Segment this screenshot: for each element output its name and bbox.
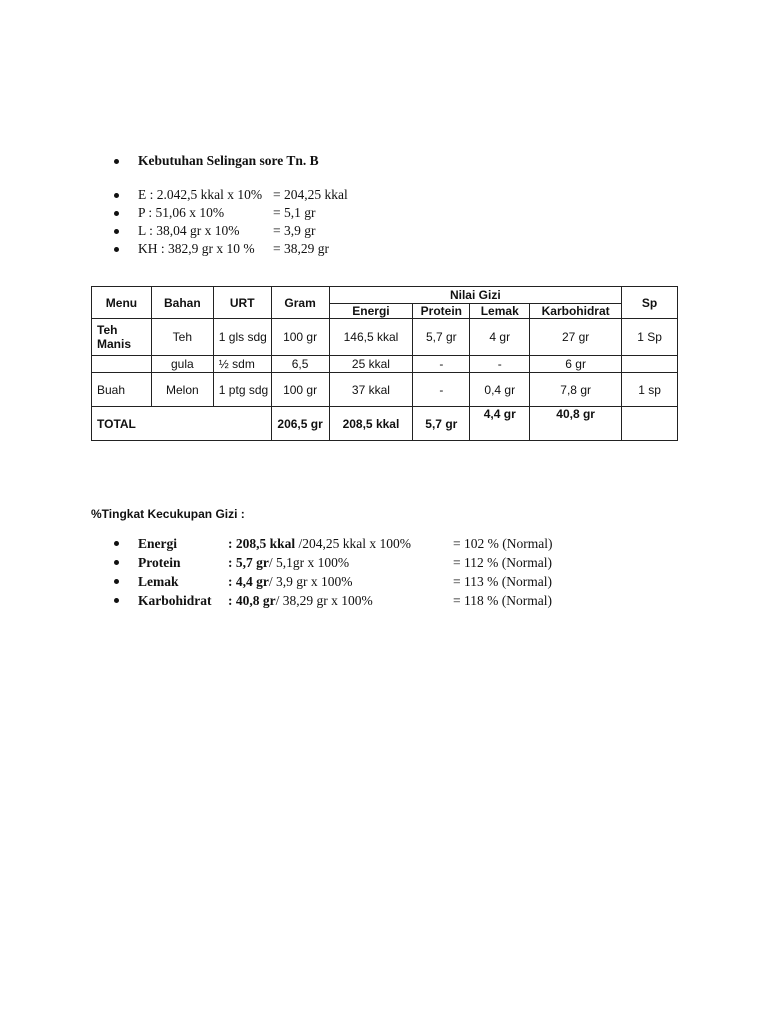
cell-lemak: 4 gr (470, 319, 530, 356)
header-gram: Gram (271, 287, 329, 319)
cell-energi: 25 kkal (329, 356, 413, 373)
table-row (92, 356, 678, 373)
cell-bahan: Melon (151, 373, 213, 407)
header-lemak: Lemak (470, 304, 530, 319)
requirement-item (112, 222, 348, 240)
header-bahan: Bahan (151, 287, 213, 319)
cell-protein: - (413, 356, 470, 373)
header-nilai-gizi: Nilai Gizi (329, 287, 622, 304)
tingkat-result: = 102 % (Normal) (453, 536, 553, 551)
tingkat-value: : 5,7 gr (228, 555, 269, 570)
tingkat-formula: / 5,1gr x 100% (268, 555, 350, 570)
tingkat-result: = 118 % (Normal) (453, 593, 552, 608)
requirement-result: = 204,25 kkal (273, 187, 348, 202)
cell-urt: 1 ptg sdg (213, 373, 271, 407)
cell-karbohidrat: 6 gr (530, 356, 622, 373)
tingkat-label: Protein (138, 555, 181, 570)
cell-total-lemak: 4,4 gr (470, 407, 530, 441)
cell-menu (92, 356, 152, 373)
heading: Kebutuhan Selingan sore Tn. B (112, 152, 319, 170)
requirement-item (112, 186, 348, 204)
cell-sp: 1 Sp (622, 319, 678, 356)
requirement-result: = 3,9 gr (273, 223, 316, 238)
cell-bahan: Teh (151, 319, 213, 356)
requirements-list (112, 186, 348, 258)
tingkat-value: : 208,5 kkal (228, 536, 296, 551)
cell-karbohidrat: 27 gr (530, 319, 622, 356)
cell-lemak: 0,4 gr (470, 373, 530, 407)
cell-menu: Buah (92, 373, 152, 407)
tingkat-label: Karbohidrat (138, 593, 212, 608)
cell-total-energi: 208,5 kkal (329, 407, 413, 441)
cell-gram: 6,5 (271, 356, 329, 373)
requirement-result: = 38,29 gr (273, 241, 329, 256)
cell-total-label: TOTAL (92, 407, 272, 441)
tingkat-value: : 4,4 gr (228, 574, 269, 589)
heading-list (112, 152, 319, 170)
requirement-label: KH : 382,9 gr x 10 % (138, 241, 255, 256)
tingkat-item (112, 553, 552, 572)
tingkat-list (112, 534, 552, 610)
cell-urt: 1 gls sdg (213, 319, 271, 356)
cell-gram: 100 gr (271, 319, 329, 356)
cell-sp: 1 sp (622, 373, 678, 407)
cell-menu: Teh Manis (92, 319, 152, 356)
tingkat-formula: / 3,9 gr x 100% (268, 574, 353, 589)
tingkat-item (112, 572, 552, 591)
requirement-item (112, 240, 348, 258)
table-total-row (92, 407, 678, 441)
requirement-label: E : 2.042,5 kkal x 10% (138, 187, 263, 202)
cell-gram: 100 gr (271, 373, 329, 407)
cell-total-gram: 206,5 gr (271, 407, 329, 441)
tingkat-result: = 113 % (Normal) (453, 574, 552, 589)
cell-total-protein: 5,7 gr (413, 407, 470, 441)
table-header-row (92, 287, 678, 304)
header-protein: Protein (413, 304, 470, 319)
nutrition-table (91, 286, 678, 441)
cell-bahan: gula (151, 356, 213, 373)
table-row (92, 319, 678, 356)
tingkat-formula: / 38,29 gr x 100% (275, 593, 373, 608)
cell-total-sp (622, 407, 678, 441)
tingkat-item (112, 534, 552, 553)
requirement-label: L : 38,04 gr x 10% (138, 223, 240, 238)
cell-sp (622, 356, 678, 373)
header-urt: URT (213, 287, 271, 319)
tingkat-formula: /204,25 kkal x 100% (295, 536, 412, 551)
tingkat-value: : 40,8 gr (228, 593, 276, 608)
header-energi: Energi (329, 304, 413, 319)
tingkat-title: %Tingkat Kecukupan Gizi : (91, 507, 245, 521)
requirement-label: P : 51,06 x 10% (138, 205, 225, 220)
tingkat-label: Energi (138, 536, 177, 551)
requirement-result: = 5,1 gr (273, 205, 316, 220)
cell-protein: 5,7 gr (413, 319, 470, 356)
header-karbohidrat: Karbohidrat (530, 304, 622, 319)
cell-total-karbohidrat: 40,8 gr (530, 407, 622, 441)
header-menu: Menu (92, 287, 152, 319)
tingkat-result: = 112 % (Normal) (453, 555, 552, 570)
tingkat-item (112, 591, 552, 610)
cell-karbohidrat: 7,8 gr (530, 373, 622, 407)
cell-lemak: - (470, 356, 530, 373)
cell-urt: ½ sdm (213, 356, 271, 373)
cell-energi: 146,5 kkal (329, 319, 413, 356)
cell-energi: 37 kkal (329, 373, 413, 407)
cell-protein: - (413, 373, 470, 407)
tingkat-label: Lemak (138, 574, 179, 589)
requirement-item (112, 204, 348, 222)
header-sp: Sp (622, 287, 678, 319)
table-row (92, 373, 678, 407)
